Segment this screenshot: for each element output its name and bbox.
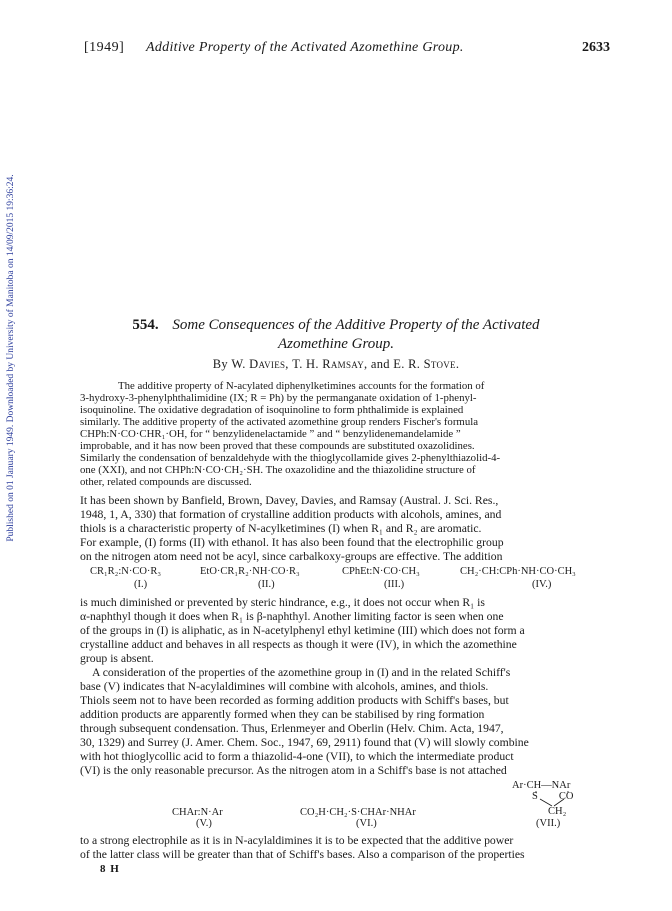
signature-mark: 8 H xyxy=(100,863,120,875)
body-line: on the nitrogen atom need not be acyl, since carbalkoxy-groups are effective. The addition xyxy=(80,550,503,563)
body-line: of the latter class will be greater than that of Schiff's bases. Also a comparison of the properties xyxy=(80,848,525,861)
body-line: crystalline adduct and behaves in all respects as though it were (IV), in which the azomethine xyxy=(80,638,517,651)
body-line: 30, 1329) and Surrey (J. Amer. Chem. Soc., 1947, 69, 2911) found that (V) will slowly combine xyxy=(80,736,529,749)
article-number: 554. xyxy=(132,317,159,333)
abstract-line: Similarly the condensation of benzaldehyde with the thioglycollamide gives 2-phenylthiazolid-4- xyxy=(80,452,501,464)
abstract-line: The additive property of N-acylated diphenylketimines accounts for the formation of xyxy=(118,380,485,392)
author-and: and xyxy=(370,357,390,371)
header-year: [1949] xyxy=(84,40,125,55)
body-line: Thiols seem not to have been recorded as forming addition products with Schiff's bases, but xyxy=(80,694,509,707)
abstract-line: isoquinoline. The oxidative degradation of isoquinoline to form phthalimide is explained xyxy=(80,404,464,416)
structure-vii-line-2: S CO xyxy=(532,791,574,802)
author-3: E. R. Stove. xyxy=(393,357,460,371)
formula-vi: CO₂H·CH₂·S·CHAr·NHAr xyxy=(300,807,416,818)
body-line: to a strong electrophile as it is in N-acylaldimines it is to be expected that the additive power xyxy=(80,834,514,847)
title-line-2: Azomethine Group. xyxy=(277,336,395,352)
body-line: addition products are apparently formed when they can be stabilised by ring formation xyxy=(80,708,485,721)
body-line: For example, (I) forms (II) with ethanol. It has also been found that the electrophilic group xyxy=(80,536,504,549)
body-line: A consideration of the properties of the azomethine group in (I) and in the related Schiff's xyxy=(92,666,511,679)
body-line: base (V) indicates that N-acylaldimines will combine with alcohols, amines, and thiols. xyxy=(80,680,489,693)
author-2: T. H. Ramsay, xyxy=(292,357,368,371)
author-by: By xyxy=(212,357,228,371)
body-line: (VI) is the only reasonable precursor. As the nitrogen atom in a Schiff's base is not attached xyxy=(80,764,507,777)
formula-i: CR₁R₂:N·CO·R₃ xyxy=(90,566,162,577)
abstract-line: CHPh:N·CO·CHR₁·OH, for “ benzylidenelactamide ” and “ benzylidenemandelamide ” xyxy=(80,428,461,440)
body-line: It has been shown by Banfield, Brown, Davey, Davies, and Ramsay (Austral. J. Sci. Res., xyxy=(80,494,499,507)
body-line: thiols is a characteristic property of N-acylketimines (I) when R₁ and R₂ are aromatic. xyxy=(80,522,482,535)
abstract-line: one (XXI), and not CHPh:N·CO·CH₂·SH. The oxazolidine and the thiazolidine structure of xyxy=(80,464,476,476)
abstract-line: 3-hydroxy-3-phenylphthalimidine (IX; R = Ph) by the permanganate oxidation of 1-phenyl- xyxy=(80,392,477,404)
body-line: with hot thioglycollic acid to form a thiazolid-4-one (VII), to which the intermediate product xyxy=(80,750,514,763)
formula-label-iii: (III.) xyxy=(384,579,405,590)
title-line-1: Some Consequences of the Additive Property of the Activated xyxy=(172,317,540,333)
side-note-text: Published on 01 January 1949. Downloaded by University of Manitoba on 14/09/2015 19:36:24. xyxy=(6,173,16,542)
body-line: through subsequent condensation. Thus, Erlenmeyer and Oberlin (Helv. Chim. Acta, 1947, xyxy=(80,722,504,735)
formula-ii: EtO·CR₁R₂·NH·CO·R₃ xyxy=(200,566,300,577)
body-line: of the groups in (I) is aliphatic, as in N-acetylphenyl ethyl ketimine (III) which does not form a xyxy=(80,624,525,637)
formula-label-ii: (II.) xyxy=(258,579,275,590)
formula-label-vi: (VI.) xyxy=(356,818,377,829)
formula-label-v: (V.) xyxy=(196,818,212,829)
article-title xyxy=(0,316,672,354)
structure-vii-line-1: Ar·CH—NAr xyxy=(512,780,571,791)
abstract-line: similarly. The additive property of the activated azomethine group renders Fischer's formula xyxy=(80,416,479,428)
formula-label-i: (I.) xyxy=(134,579,148,590)
body-line: α-naphthyl though it does when R₁ is β-naphthyl. Another limiting factor is seen when one xyxy=(80,610,504,623)
formula-v: CHAr:N·Ar xyxy=(172,807,223,818)
structure-vii-line-3: CH₂ xyxy=(548,806,567,817)
body-line: is much diminished or prevented by steric hindrance, e.g., it does not occur when R₁ is xyxy=(80,596,485,609)
abstract-line: other, related compounds are discussed. xyxy=(80,476,252,488)
author-line xyxy=(0,357,672,372)
abstract-line: improbable, and it has now been proved that these compounds are substituted oxazolidines. xyxy=(80,440,475,452)
formula-iii: CPhEt:N·CO·CH₃ xyxy=(342,566,420,577)
thiazolidinone-ring-bonds xyxy=(530,789,580,807)
header-page-number: 2633 xyxy=(582,40,610,55)
author-1: W. Davies, xyxy=(231,357,289,371)
formula-label-vii: (VII.) xyxy=(536,818,561,829)
formula-iv: CH₂·CH:CPh·NH·CO·CH₃ xyxy=(460,566,576,577)
header-running-title: Additive Property of the Activated Azomethine Group. xyxy=(146,40,464,55)
body-line: 1948, 1, A, 330) that formation of crystalline addition products with alcohols, amines, and xyxy=(80,508,502,521)
body-line: group is absent. xyxy=(80,652,154,665)
running-header xyxy=(84,40,610,60)
formula-label-iv: (IV.) xyxy=(532,579,552,590)
